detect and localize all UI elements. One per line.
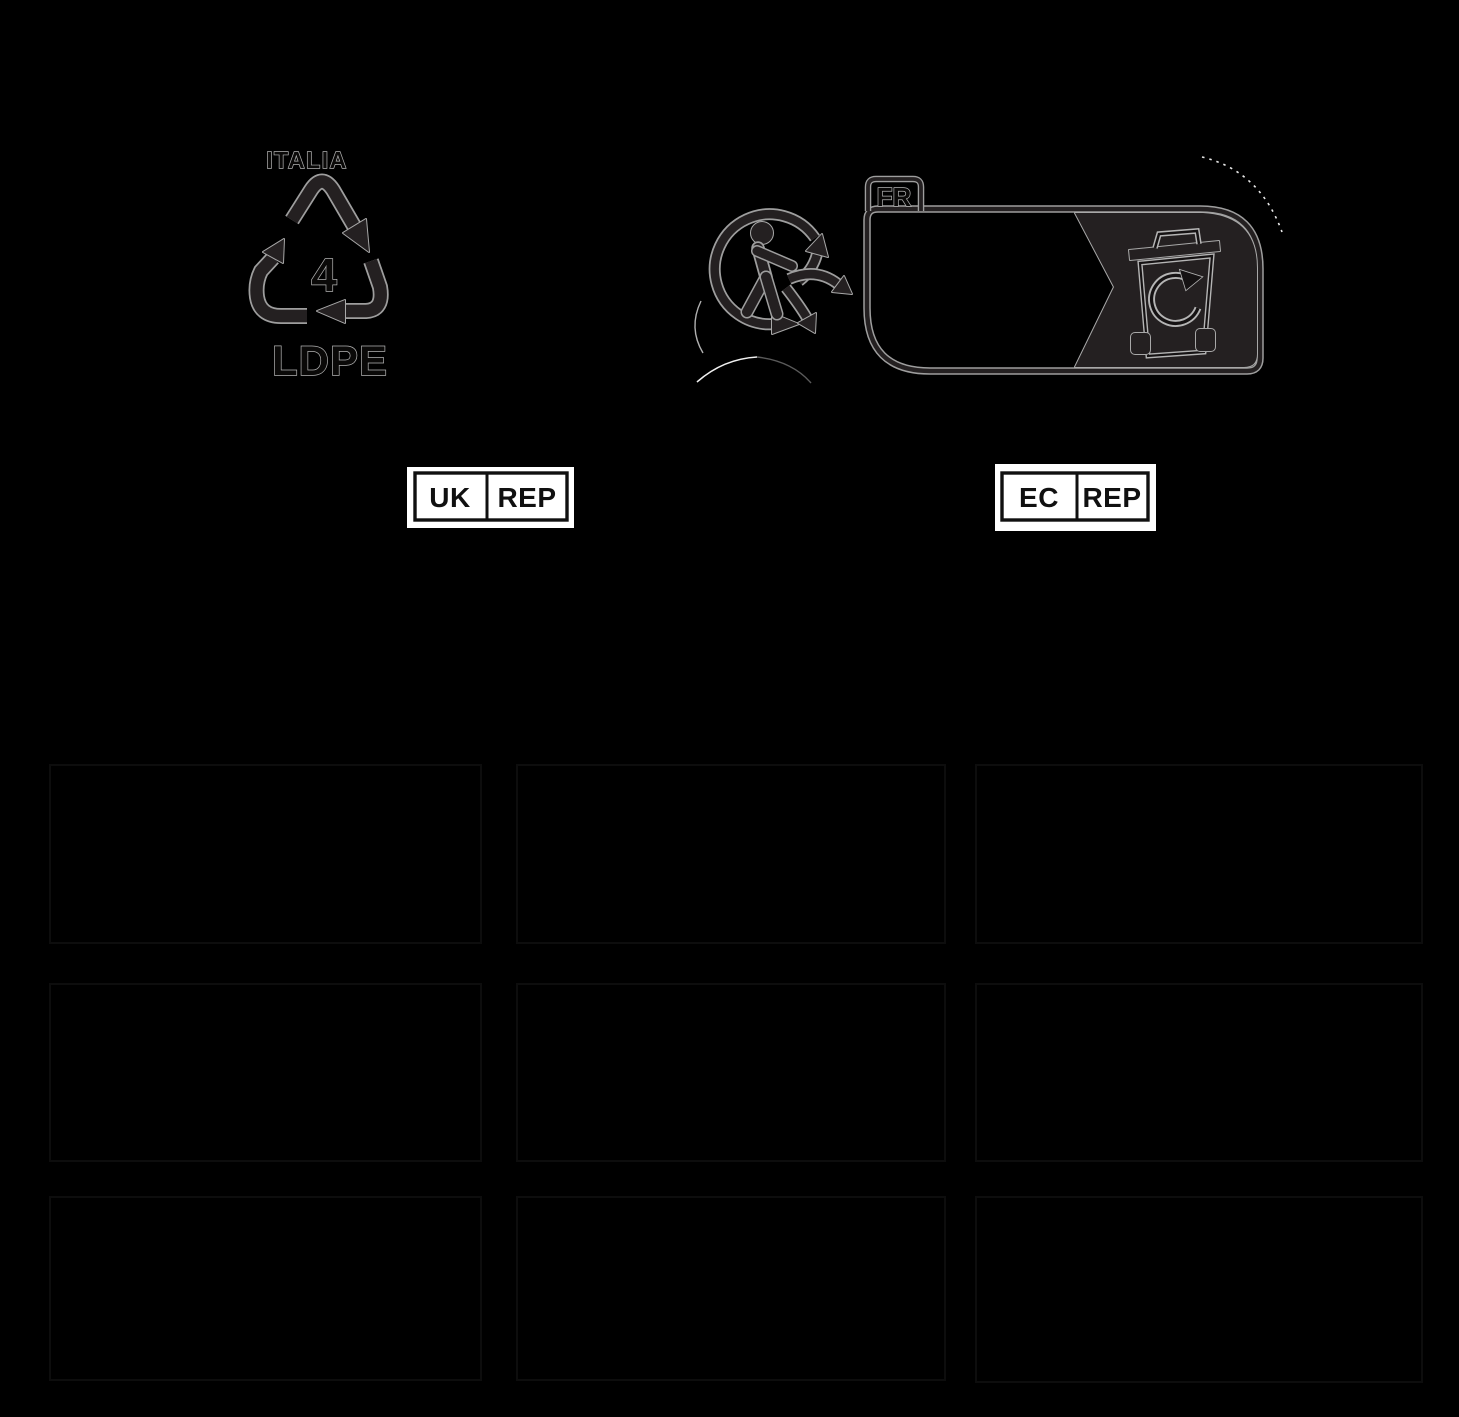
frame-r2c2 bbox=[517, 984, 945, 1161]
frame-r1c2 bbox=[517, 765, 945, 943]
arc-left-of-triman bbox=[695, 301, 703, 353]
arc-below-triman-bright bbox=[697, 357, 757, 382]
uk-rep-left-label: UK bbox=[429, 482, 471, 513]
triman-sorting-arrows-icon bbox=[786, 234, 852, 333]
frame-r2c1 bbox=[50, 984, 481, 1161]
triman-person-icon bbox=[747, 222, 792, 314]
frame-r3c1 bbox=[50, 1197, 481, 1380]
arc-below-triman-dim bbox=[757, 357, 811, 383]
ec-rep-right-label: REP bbox=[1082, 482, 1142, 513]
bin-wheel-left bbox=[1131, 333, 1150, 354]
frame-r3c3 bbox=[976, 1197, 1422, 1382]
bin-wheel-right bbox=[1196, 329, 1215, 351]
uk-rep-box bbox=[407, 467, 574, 528]
ldpe-recycling-symbol bbox=[257, 147, 389, 384]
ldpe-country-label: ITALIA bbox=[266, 147, 348, 173]
material-code-label: LDPE bbox=[271, 337, 389, 384]
frame-r3c2 bbox=[517, 1197, 945, 1380]
triman-recycling-symbol bbox=[715, 214, 852, 334]
resin-code-number: 4 bbox=[311, 249, 337, 301]
hidden-frame-grid bbox=[50, 765, 1422, 1382]
ec-rep-box bbox=[995, 464, 1156, 531]
frame-r1c3 bbox=[976, 765, 1422, 943]
frame-r1c1 bbox=[50, 765, 481, 943]
ec-rep-left-label: EC bbox=[1019, 482, 1059, 513]
info-tri-label bbox=[867, 179, 1260, 371]
uk-rep-right-label: REP bbox=[497, 482, 557, 513]
fr-country-code: FR bbox=[876, 182, 912, 212]
frame-r2c3 bbox=[976, 984, 1422, 1161]
person-head bbox=[751, 222, 773, 244]
loop-arrowhead-bottom bbox=[317, 300, 345, 323]
